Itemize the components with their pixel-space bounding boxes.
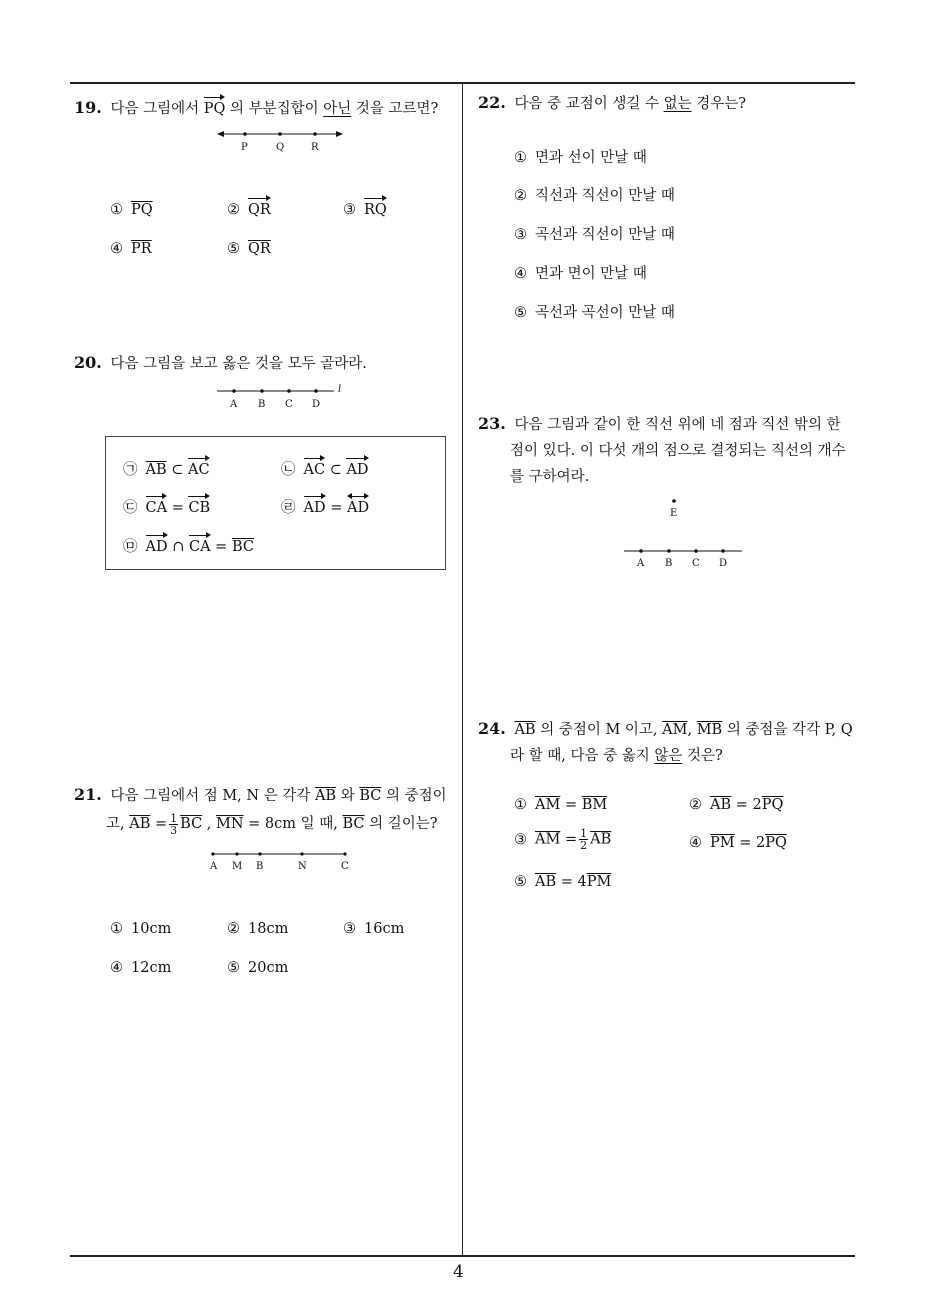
point-label: C xyxy=(692,558,700,569)
point-label: B xyxy=(258,399,266,410)
question-19: 19. 다음 그림에서 PQ 의 부분집합이 아닌 것을 고르면? xyxy=(74,95,459,122)
point-label: Q xyxy=(276,142,285,153)
point-label: R xyxy=(311,142,319,153)
point-label: B xyxy=(256,861,264,872)
vector-label: PQ xyxy=(204,95,226,117)
question-22: 22. 다음 중 교점이 생길 수 없는 경우는? xyxy=(478,93,746,112)
q20-item-3: ㉢ CA = CB xyxy=(123,494,210,517)
q21-option-3[interactable]: ③ 16cm xyxy=(343,921,405,937)
q24-option-3[interactable]: ③ $\overline{AM}$ = $\frac{1}{2}$ $\overline{AB}$ xyxy=(514,827,612,852)
q22-option-5[interactable]: ⑤ 곡선과 곡선이 만날 때 xyxy=(514,305,675,321)
point-label: B xyxy=(665,558,673,569)
q21-option-2[interactable]: ② 18cm xyxy=(227,921,289,937)
q23-points-figure xyxy=(620,494,750,570)
fraction: $\frac{1}{3}$ xyxy=(170,811,178,837)
emphasis-underline: 없는 xyxy=(663,96,692,112)
question-number: 19. xyxy=(74,98,102,117)
q22-option-2[interactable]: ② 직선과 직선이 만날 때 xyxy=(514,188,675,204)
fraction: $\frac{1}{2}$ xyxy=(580,827,588,852)
point-label: D xyxy=(312,399,321,410)
point-label: D xyxy=(719,558,728,569)
question-20: 20. 다음 그림을 보고 옳은 것을 모두 골라라. xyxy=(74,353,367,372)
question-24: 24. $\overline{AB}$ 의 중점이 M 이고, $\overline{AM}$, $\overline{MB}$ 의 중점을 각각 P, Q 라 할 때, 다음 중 옳지 않은 것은? xyxy=(478,719,853,764)
point-label: A xyxy=(210,861,218,872)
q20-item-5: ㉤ AD ∩ CA = $\overline{BC}$ xyxy=(123,533,254,556)
q19-option-3[interactable]: ③ RQ xyxy=(343,196,387,218)
line-label: l xyxy=(338,384,342,395)
question-21: 21. 다음 그림에서 점 M, N 은 각각 $\overline{AB}$ 와 $\overline{BC}$ 의 중점이 고, $\overline{AB}$ = $\frac{1}{3}$ $\overline{BC}$ , $\overline{MN} = 8cm$ 일 때, $\overline{BC}$ 의 길이는? xyxy=(74,785,447,837)
q20-line-figure xyxy=(212,382,352,410)
q19-option-1[interactable]: ① $\overline{PQ}$ xyxy=(110,202,153,218)
point-label: A xyxy=(637,558,645,569)
q22-option-4[interactable]: ④ 면과 면이 만날 때 xyxy=(514,266,647,282)
point-label: C xyxy=(285,399,293,410)
q19-option-5[interactable]: ⑤ $\overline{QR}$ xyxy=(227,241,271,257)
question-number: 23. xyxy=(478,414,506,433)
q20-item-2: ㉡ AC ⊂ AD xyxy=(281,456,369,479)
point-label: M xyxy=(232,861,243,872)
page-number: 4 xyxy=(453,1262,464,1282)
q22-option-1[interactable]: ① 면과 선이 만날 때 xyxy=(514,150,647,166)
q19-option-2[interactable]: ② QR xyxy=(227,196,271,218)
q21-segment-figure xyxy=(205,848,355,876)
question-number: 22. xyxy=(478,93,506,112)
q21-option-4[interactable]: ④ 12cm xyxy=(110,960,172,976)
q24-option-5[interactable]: ⑤ $\overline{AB} = 4\overline{PM}$ xyxy=(514,874,612,890)
question-number: 20. xyxy=(74,353,102,372)
q21-option-1[interactable]: ① 10cm xyxy=(110,921,172,937)
point-label: P xyxy=(241,142,248,153)
q19-line-figure xyxy=(215,125,345,153)
q20-item-4: ㉣ AD = AD xyxy=(281,494,369,517)
bottom-rule xyxy=(70,1255,855,1257)
question-23: 23. 다음 그림과 같이 한 직선 위에 네 점과 직선 밖의 한 점이 있다. 이 다섯 개의 점으로 결정되는 직선의 개수 를 구하여라. xyxy=(478,414,846,485)
q20-item-1: ㉠ $\overline{AB}$ ⊂ AC xyxy=(123,456,210,479)
q24-option-1[interactable]: ① $\overline{AM} = \overline{BM}$ xyxy=(514,797,608,813)
point-label: E xyxy=(670,508,678,519)
q24-option-4[interactable]: ④ $\overline{PM} = 2\overline{PQ}$ xyxy=(689,835,787,851)
point-label: A xyxy=(230,399,238,410)
question-number: 21. xyxy=(74,785,102,804)
emphasis-underline: 않은 xyxy=(654,748,683,764)
q19-option-4[interactable]: ④ $\overline{PR}$ xyxy=(110,241,152,257)
point-label: C xyxy=(341,861,349,872)
question-number: 24. xyxy=(478,719,506,738)
emphasis-underline: 아닌 xyxy=(323,101,352,117)
column-divider xyxy=(462,83,463,1256)
point-label: N xyxy=(298,861,307,872)
q22-option-3[interactable]: ③ 곡선과 직선이 만날 때 xyxy=(514,227,675,243)
q24-option-2[interactable]: ② $\overline{AB} = 2\overline{PQ}$ xyxy=(689,797,784,813)
q21-option-5[interactable]: ⑤ 20cm xyxy=(227,960,289,976)
